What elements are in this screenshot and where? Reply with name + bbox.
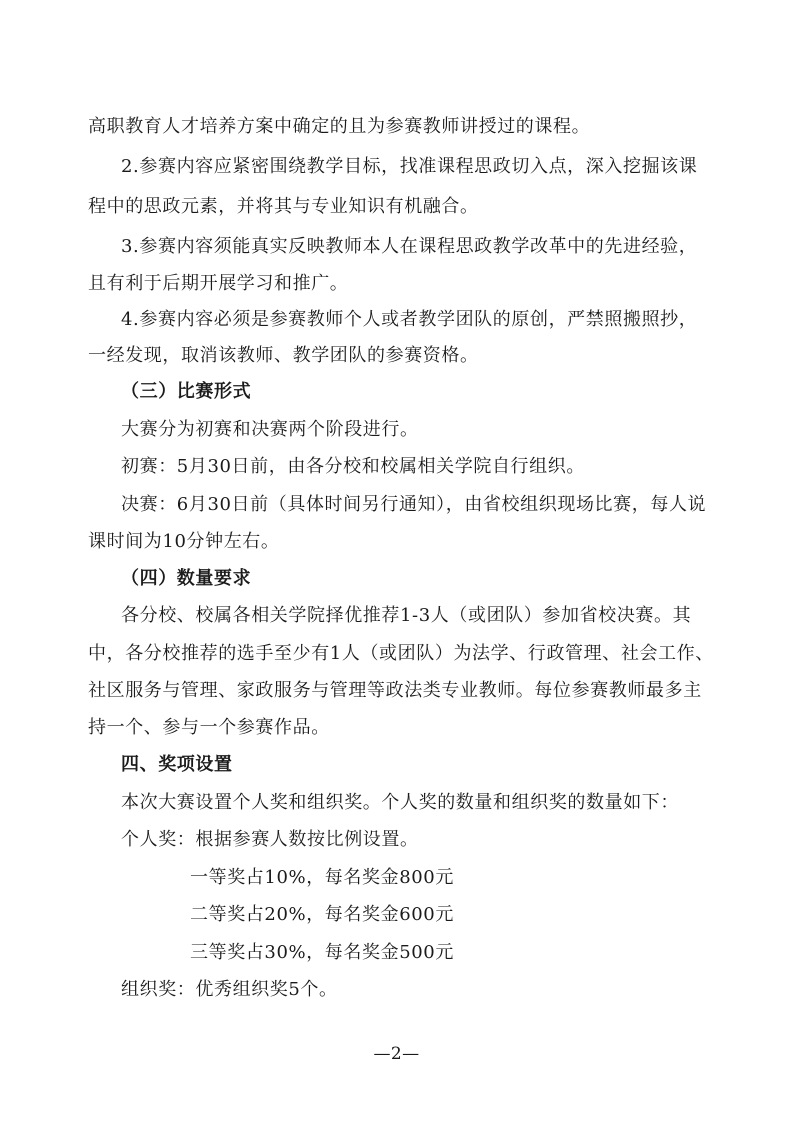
paragraph-line: 2.参赛内容应紧密围绕教学目标，找准课程思政切入点，深入挖掘该课 bbox=[121, 156, 698, 177]
paragraph-line: 3.参赛内容须能真实反映教师本人在课程思政教学改革中的先进经验， bbox=[121, 236, 698, 257]
paragraph-line: 各分校、校属各相关学院择优推荐1-3人（或团队）参加省校决赛。其 bbox=[121, 605, 692, 626]
paragraph-line: 组织奖：优秀组织奖5个。 bbox=[121, 979, 338, 1000]
section-heading: 四、奖项设置 bbox=[121, 754, 233, 775]
page-number: —2— bbox=[373, 1044, 420, 1064]
section-heading: （四）数量要求 bbox=[121, 568, 252, 589]
award-line: 二等奖占20%，每名奖金600元 bbox=[190, 904, 454, 925]
paragraph-line: 决赛：6月30日前（具体时间另行通知），由省校组织现场比赛，每人说 bbox=[121, 494, 707, 515]
paragraph-line: 社区服务与管理、家政服务与管理等政法类专业教师。每位参赛教师最多主 bbox=[88, 680, 702, 701]
paragraph-line: 且有利于后期开展学习和推广。 bbox=[88, 273, 349, 294]
section-heading: （三）比赛形式 bbox=[121, 381, 252, 402]
paragraph-line: 4.参赛内容必须是参赛教师个人或者教学团队的原创，严禁照搬照抄， bbox=[121, 309, 698, 330]
award-line: 三等奖占30%，每名奖金500元 bbox=[190, 942, 454, 963]
paragraph-line: 本次大赛设置个人奖和组织奖。个人奖的数量和组织奖的数量如下： bbox=[121, 792, 679, 813]
paragraph-line: 个人奖：根据参赛人数按比例设置。 bbox=[121, 829, 419, 850]
paragraph-line: 程中的思政元素，并将其与专业知识有机融合。 bbox=[88, 196, 479, 217]
paragraph-line: 初赛：5月30日前，由各分校和校属相关学院自行组织。 bbox=[121, 456, 585, 477]
award-line: 一等奖占10%，每名奖金800元 bbox=[190, 867, 454, 888]
paragraph-line: 高职教育人才培养方案中确定的且为参赛教师讲授过的课程。 bbox=[88, 116, 591, 137]
paragraph-line: 课时间为10分钟左右。 bbox=[88, 531, 280, 552]
paragraph-line: 持一个、参与一个参赛作品。 bbox=[88, 717, 330, 738]
paragraph-line: 一经发现，取消该教师、教学团队的参赛资格。 bbox=[88, 345, 479, 366]
paragraph-line: 中，各分校推荐的选手至少有1人（或团队）为法学、行政管理、社会工作、 bbox=[88, 643, 714, 664]
paragraph-line: 大赛分为初赛和决赛两个阶段进行。 bbox=[121, 419, 419, 440]
